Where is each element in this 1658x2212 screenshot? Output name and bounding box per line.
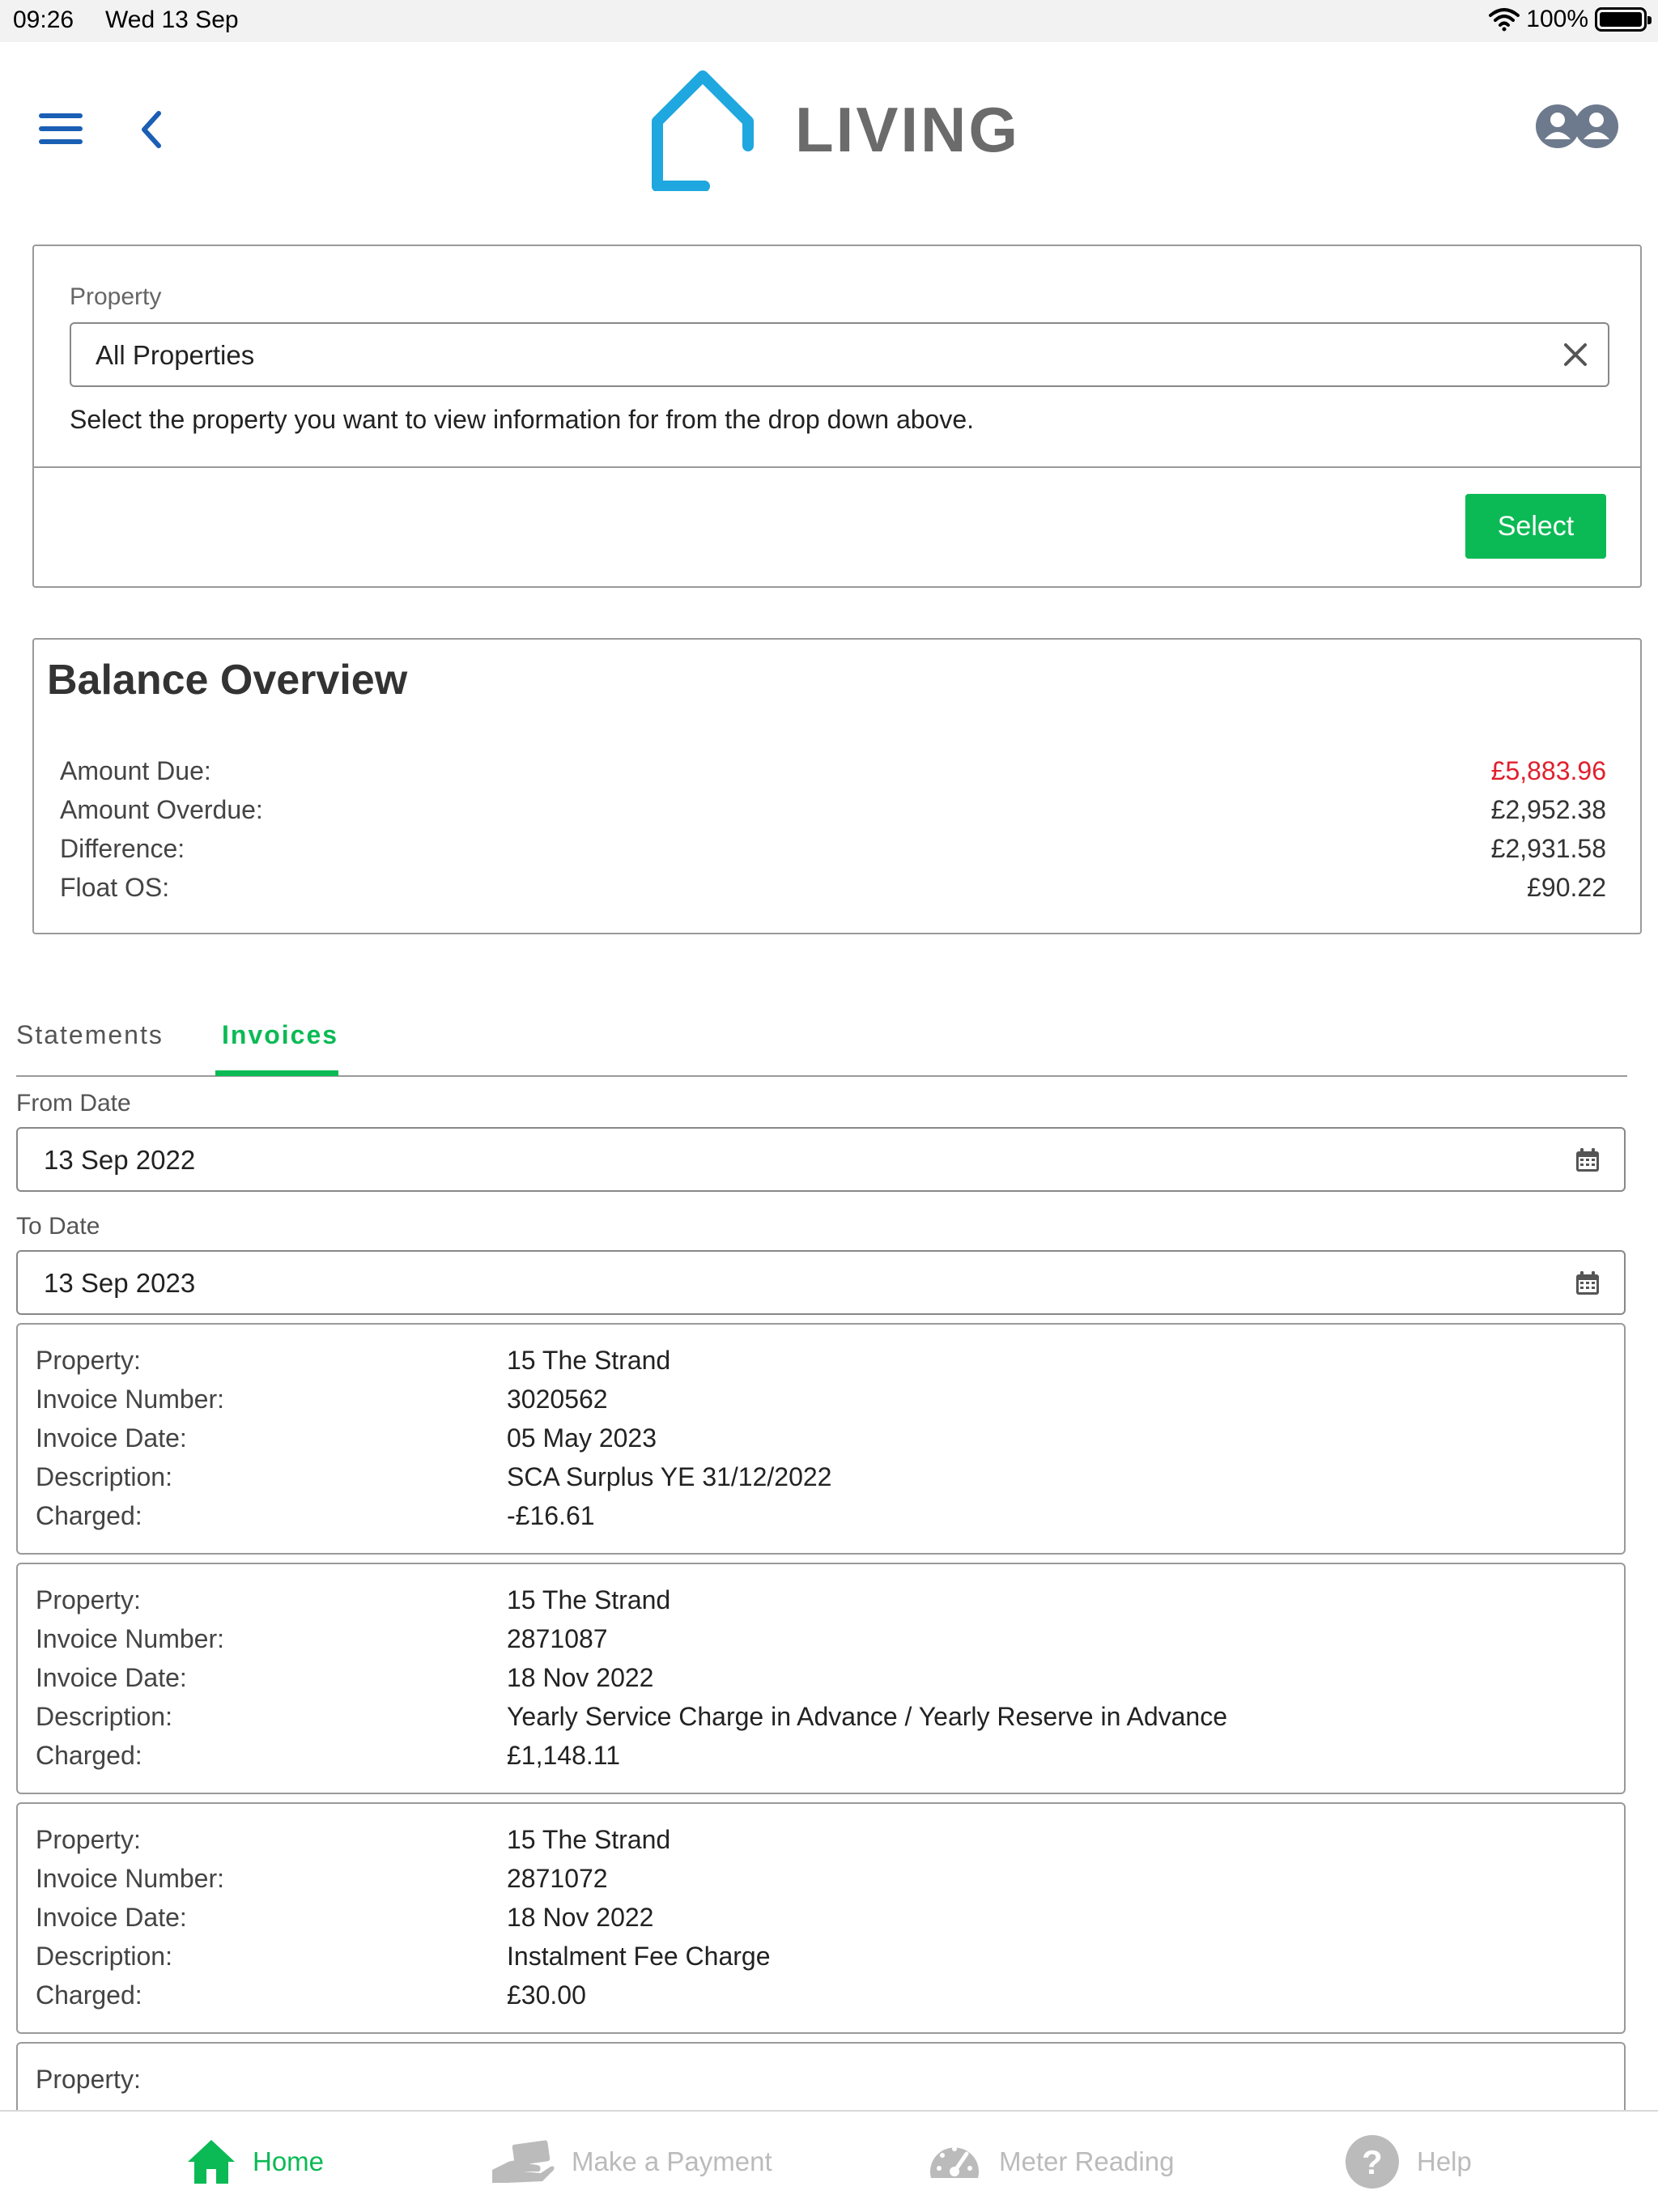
invoice-property-label: Property: bbox=[36, 1346, 141, 1375]
amount-overdue-label: Amount Overdue: bbox=[60, 795, 263, 824]
from-date-label: From Date bbox=[16, 1090, 131, 1117]
invoice-card[interactable] bbox=[16, 1563, 1626, 1794]
invoice-date-label: Invoice Date: bbox=[36, 1903, 187, 1932]
float-os-row bbox=[60, 873, 1606, 912]
difference-value: £2,931.58 bbox=[1490, 834, 1606, 863]
living-logo bbox=[648, 65, 1020, 194]
invoice-number-label: Invoice Number: bbox=[36, 1864, 224, 1893]
invoice-date-value: 18 Nov 2022 bbox=[507, 1903, 654, 1932]
difference-label: Difference: bbox=[60, 834, 185, 863]
nav-help-label: Help bbox=[1417, 2146, 1472, 2176]
nav-meter-reading-label: Meter Reading bbox=[999, 2146, 1175, 2176]
property-help-text: Select the property you want to view information for from the drop down above. bbox=[70, 405, 975, 434]
invoice-charged-value: £1,148.11 bbox=[507, 1741, 620, 1770]
svg-text:?: ? bbox=[1362, 2143, 1383, 2181]
logo-text: LIVING bbox=[795, 93, 1021, 165]
help-icon bbox=[1344, 2133, 1401, 2190]
invoice-number-value: 3020562 bbox=[507, 1385, 608, 1414]
bottom-tab-bar bbox=[0, 2110, 1658, 2212]
battery-icon bbox=[1595, 7, 1647, 32]
float-os-value: £90.22 bbox=[1527, 873, 1606, 902]
house-logo-icon bbox=[648, 68, 755, 191]
invoice-card[interactable] bbox=[16, 1802, 1626, 2034]
active-tab-indicator bbox=[215, 1070, 338, 1076]
to-date-value: 13 Sep 2023 bbox=[44, 1268, 196, 1298]
invoice-number-value: 2871072 bbox=[507, 1864, 608, 1893]
invoice-property-label: Property: bbox=[36, 1585, 141, 1614]
property-card bbox=[32, 245, 1642, 588]
app-header bbox=[0, 42, 1658, 204]
amount-overdue-value: £2,952.38 bbox=[1490, 795, 1606, 824]
nav-make-payment[interactable] bbox=[491, 2136, 772, 2188]
wifi-icon bbox=[1489, 7, 1520, 32]
invoice-card[interactable] bbox=[16, 1323, 1626, 1555]
nav-home[interactable] bbox=[186, 2136, 324, 2188]
status-time: 09:26 bbox=[13, 6, 74, 33]
invoice-number-label: Invoice Number: bbox=[36, 1385, 224, 1414]
battery-percent: 100% bbox=[1526, 6, 1588, 32]
speedometer-icon bbox=[926, 2136, 983, 2188]
property-select-value: All Properties bbox=[96, 340, 255, 370]
nav-help[interactable] bbox=[1344, 2136, 1472, 2188]
users-icon[interactable] bbox=[1535, 102, 1619, 151]
invoice-property-label: Property: bbox=[36, 2065, 141, 2094]
invoice-property-value: 15 The Strand bbox=[507, 1585, 671, 1614]
invoice-charged-label: Charged: bbox=[36, 1741, 142, 1770]
amount-due-value: £5,883.96 bbox=[1490, 756, 1606, 785]
invoice-date-value: 05 May 2023 bbox=[507, 1423, 657, 1453]
invoice-description-label: Description: bbox=[36, 1702, 172, 1731]
balance-overview-card bbox=[32, 638, 1642, 934]
amount-overdue-row bbox=[60, 795, 1606, 834]
hamburger-menu-icon[interactable] bbox=[37, 108, 86, 151]
to-date-field[interactable] bbox=[16, 1250, 1626, 1315]
float-os-label: Float OS: bbox=[60, 873, 170, 902]
invoice-number-label: Invoice Number: bbox=[36, 1624, 224, 1653]
amount-due-row bbox=[60, 756, 1606, 795]
to-date-label: To Date bbox=[16, 1213, 100, 1240]
invoice-description-value: Instalment Fee Charge bbox=[507, 1942, 771, 1971]
tab-invoices[interactable]: Invoices bbox=[222, 1020, 339, 1049]
balance-overview-title: Balance Overview bbox=[47, 657, 408, 704]
from-date-value: 13 Sep 2022 bbox=[44, 1145, 196, 1175]
calendar-icon bbox=[1574, 1146, 1601, 1174]
invoice-property-value: 15 The Strand bbox=[507, 1346, 671, 1375]
payment-hand-icon bbox=[491, 2138, 555, 2186]
from-date-field[interactable] bbox=[16, 1127, 1626, 1192]
invoice-description-value: SCA Surplus YE 31/12/2022 bbox=[507, 1462, 832, 1491]
invoice-charged-label: Charged: bbox=[36, 1501, 142, 1530]
invoice-date-label: Invoice Date: bbox=[36, 1663, 187, 1692]
clear-icon[interactable] bbox=[1561, 340, 1590, 369]
invoice-description-label: Description: bbox=[36, 1942, 172, 1971]
status-indicators bbox=[1489, 5, 1647, 34]
nav-meter-reading[interactable] bbox=[926, 2136, 1174, 2188]
amount-due-label: Amount Due: bbox=[60, 756, 211, 785]
invoice-description-label: Description: bbox=[36, 1462, 172, 1491]
property-select[interactable] bbox=[70, 322, 1609, 387]
tab-statements[interactable]: Statements bbox=[16, 1020, 164, 1049]
invoice-number-value: 2871087 bbox=[507, 1624, 608, 1653]
invoice-date-label: Invoice Date: bbox=[36, 1423, 187, 1453]
home-icon bbox=[186, 2137, 236, 2187]
invoice-description-value: Yearly Service Charge in Advance / Yearly Reserve in Advance bbox=[507, 1702, 1228, 1731]
status-bar bbox=[0, 0, 1658, 42]
invoice-charged-value: -£16.61 bbox=[507, 1501, 595, 1530]
divider bbox=[34, 466, 1640, 468]
nav-make-payment-label: Make a Payment bbox=[572, 2146, 772, 2176]
invoice-property-label: Property: bbox=[36, 1825, 141, 1854]
invoice-charged-value: £30.00 bbox=[507, 1980, 586, 2010]
nav-home-label: Home bbox=[253, 2146, 325, 2176]
invoice-property-value: 15 The Strand bbox=[507, 1825, 671, 1854]
tab-bar bbox=[16, 999, 1627, 1077]
status-date: Wed 13 Sep bbox=[105, 6, 239, 33]
invoice-charged-label: Charged: bbox=[36, 1980, 142, 2010]
calendar-icon bbox=[1574, 1270, 1601, 1297]
property-label: Property bbox=[70, 283, 162, 310]
select-button[interactable]: Select bbox=[1465, 494, 1606, 559]
chevron-left-icon[interactable] bbox=[136, 105, 168, 154]
difference-row bbox=[60, 834, 1606, 873]
invoice-date-value: 18 Nov 2022 bbox=[507, 1663, 654, 1692]
